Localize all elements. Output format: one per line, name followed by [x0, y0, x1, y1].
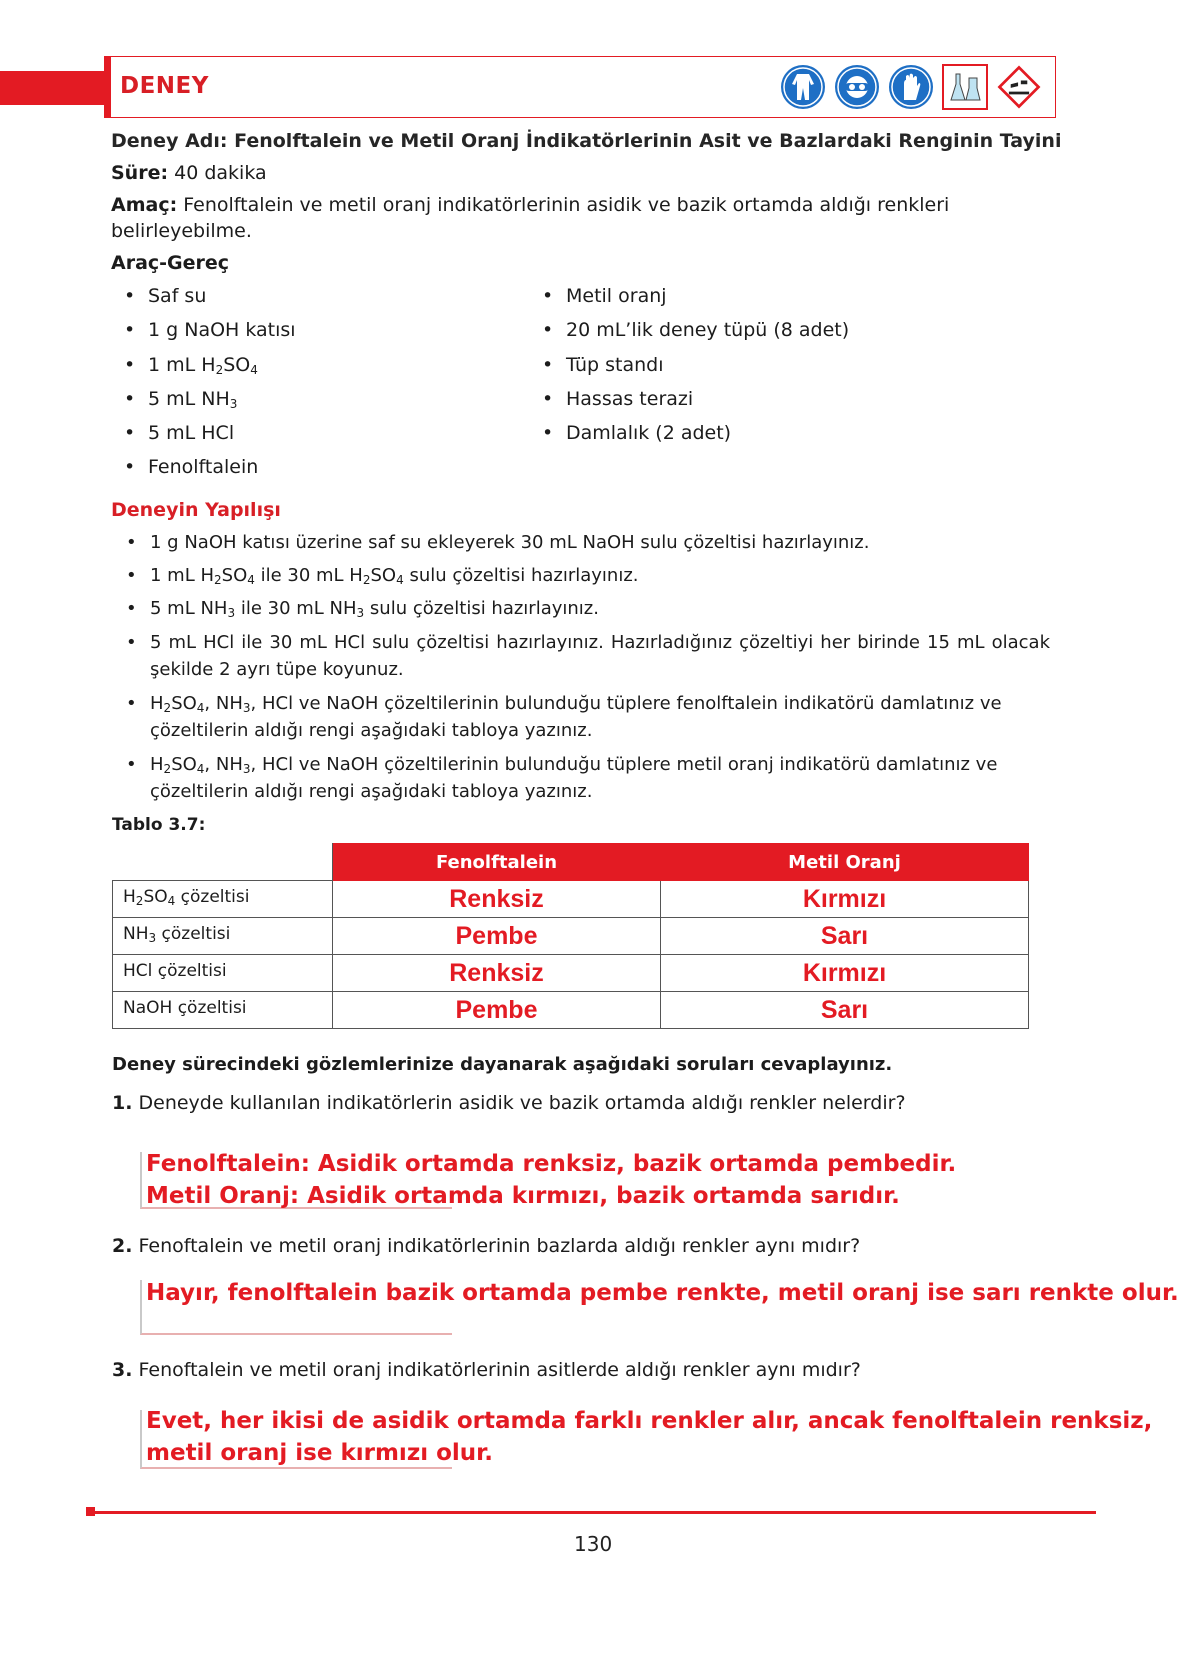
results-table — [112, 843, 1029, 1029]
question-number: 1. — [112, 1092, 133, 1114]
metil-oranj-value: Kırmızı — [661, 881, 1029, 918]
question-2 — [112, 1233, 860, 1259]
material-item: • 5 mL HCl — [148, 420, 234, 446]
row-label: HCl çözeltisi — [113, 955, 333, 992]
table-row — [113, 881, 1029, 918]
material-item: • Damlalık (2 adet) — [566, 420, 731, 446]
experiment-name-label: Deney Adı: — [111, 130, 228, 152]
procedure-step: • 1 g NaOH katısı üzerine saf su ekleyerek 30 mL NaOH sulu çözeltisi hazırlayınız. — [150, 530, 869, 556]
table-header-row — [113, 844, 1029, 881]
table-row — [113, 955, 1029, 992]
material-item: • Fenolftalein — [148, 454, 258, 480]
column-header-metil-oranj: Metil Oranj — [661, 844, 1029, 881]
table-row — [113, 992, 1029, 1029]
answer-3-line2: metil oranj ise kırmızı olur. — [146, 1440, 493, 1466]
glassware-icon — [942, 64, 988, 110]
safety-icons — [780, 60, 1042, 114]
table-corner — [113, 844, 333, 881]
row-label: $NH_3$ çözeltisi — [113, 918, 333, 955]
fenolftalein-value: Pembe — [333, 992, 661, 1029]
column-header-fenolftalein: Fenolftalein — [333, 844, 661, 881]
experiment-duration — [111, 160, 267, 186]
answer-1-line1: Fenolftalein: Asidik ortamda renksiz, bazik ortamda pembedir. — [146, 1151, 957, 1177]
table-caption: Tablo 3.7: — [112, 815, 206, 835]
metil-oranj-value: Sarı — [661, 918, 1029, 955]
question-1 — [112, 1090, 906, 1116]
lab-coat-icon — [780, 64, 826, 110]
procedure-step: • 1 mL $H_2SO_4$ ile 30 mL $H_2SO_4$ sulu çözeltisi hazırlayınız. — [150, 563, 639, 589]
procedure-step: • $H_2SO_4$, $NH_3$, HCl ve NaOH çözeltilerinin bulunduğu tüplere metil oranj indikatörü damlatınız ve çözeltilerin aldığı rengi aşağıdaki tabloya yazınız. — [150, 751, 1050, 805]
metil-oranj-value: Kırmızı — [661, 955, 1029, 992]
corrosive-hazard-icon — [996, 64, 1042, 110]
duration-value: 40 dakika — [174, 162, 267, 184]
question-text: Deneyde kullanılan indikatörlerin asidik ve bazik ortamda aldığı renkler nelerdir? — [138, 1092, 906, 1114]
answer-2-line1: Hayır, fenolftalein bazik ortamda pembe renkte, metil oranj ise sarı renkte olur. — [146, 1280, 1179, 1306]
question-text: Fenoftalein ve metil oranj indikatörlerinin bazlarda aldığı renkler aynı mıdır? — [138, 1235, 861, 1257]
material-item: • Hassas terazi — [566, 386, 693, 412]
answer-3-line1: Evet, her ikisi de asidik ortamda farklı renkler alır, ancak fenolftalein renksiz, — [146, 1408, 1153, 1434]
material-item: • Metil oranj — [566, 283, 667, 309]
material-item: • Saf su — [148, 283, 206, 309]
experiment-aim — [111, 192, 949, 218]
footer-rule — [88, 1511, 1096, 1514]
answer-1-line2: Metil Oranj: Asidik ortamda kırmızı, bazik ortamda sarıdır. — [146, 1183, 900, 1209]
duration-label: Süre: — [111, 162, 169, 184]
safety-goggles-icon — [834, 64, 880, 110]
header-accent-strip — [0, 71, 107, 105]
material-item: • 5 mL $NH_3$ — [148, 386, 237, 412]
materials-heading: Araç-Gereç — [111, 252, 230, 274]
question-3 — [112, 1357, 861, 1383]
fenolftalein-value: Renksiz — [333, 955, 661, 992]
aim-value-line2: belirleyebilme. — [111, 220, 252, 242]
material-item: • Tüp standı — [566, 352, 664, 378]
questions-intro: Deney sürecindeki gözlemlerinize dayanarak aşağıdaki soruları cevaplayınız. — [112, 1054, 893, 1075]
material-item: • 20 mL’lik deney tüpü (8 adet) — [566, 317, 849, 343]
metil-oranj-value: Sarı — [661, 992, 1029, 1029]
gloves-icon — [888, 64, 934, 110]
aim-value-line1: Fenolftalein ve metil oranj indikatörlerinin asidik ve bazik ortamda aldığı renkleri — [183, 194, 950, 216]
question-number: 3. — [112, 1359, 133, 1381]
experiment-name-value: Fenolftalein ve Metil Oranj İndikatörlerinin Asit ve Bazlardaki Renginin Tayini — [234, 130, 1062, 152]
procedure-step: • 5 mL HCl ile 30 mL HCl sulu çözeltisi hazırlayınız. Hazırladığınız çözeltiyi her birinde 15 mL olacak şekilde 2 ayrı tüpe koyunuz. — [150, 629, 1050, 683]
section-title: DENEY — [120, 73, 209, 99]
procedure-step: • 5 mL $NH_3$ ile 30 mL $NH_3$ sulu çözeltisi hazırlayınız. — [150, 596, 599, 622]
procedure-heading: Deneyin Yapılışı — [111, 499, 281, 521]
page-number: 130 — [574, 1532, 613, 1556]
table-row — [113, 918, 1029, 955]
aim-label: Amaç: — [111, 194, 178, 216]
material-item: • 1 mL $H_2SO_4$ — [148, 352, 258, 378]
experiment-name — [111, 128, 1061, 154]
question-number: 2. — [112, 1235, 133, 1257]
row-label: $H_2SO_4$ çözeltisi — [113, 881, 333, 918]
fenolftalein-value: Renksiz — [333, 881, 661, 918]
fenolftalein-value: Pembe — [333, 918, 661, 955]
question-text: Fenoftalein ve metil oranj indikatörlerinin asitlerde aldığı renkler aynı mıdır? — [138, 1359, 861, 1381]
procedure-step: • $H_2SO_4$, $NH_3$, HCl ve NaOH çözeltilerinin bulunduğu tüplere fenolftalein indikatörü damlatınız ve çözeltilerin aldığı rengi aşağıdaki tabloya yazınız. — [150, 690, 1050, 744]
material-item: • 1 g NaOH katısı — [148, 317, 296, 343]
row-label: NaOH çözeltisi — [113, 992, 333, 1029]
footer-rule-end — [86, 1507, 95, 1516]
